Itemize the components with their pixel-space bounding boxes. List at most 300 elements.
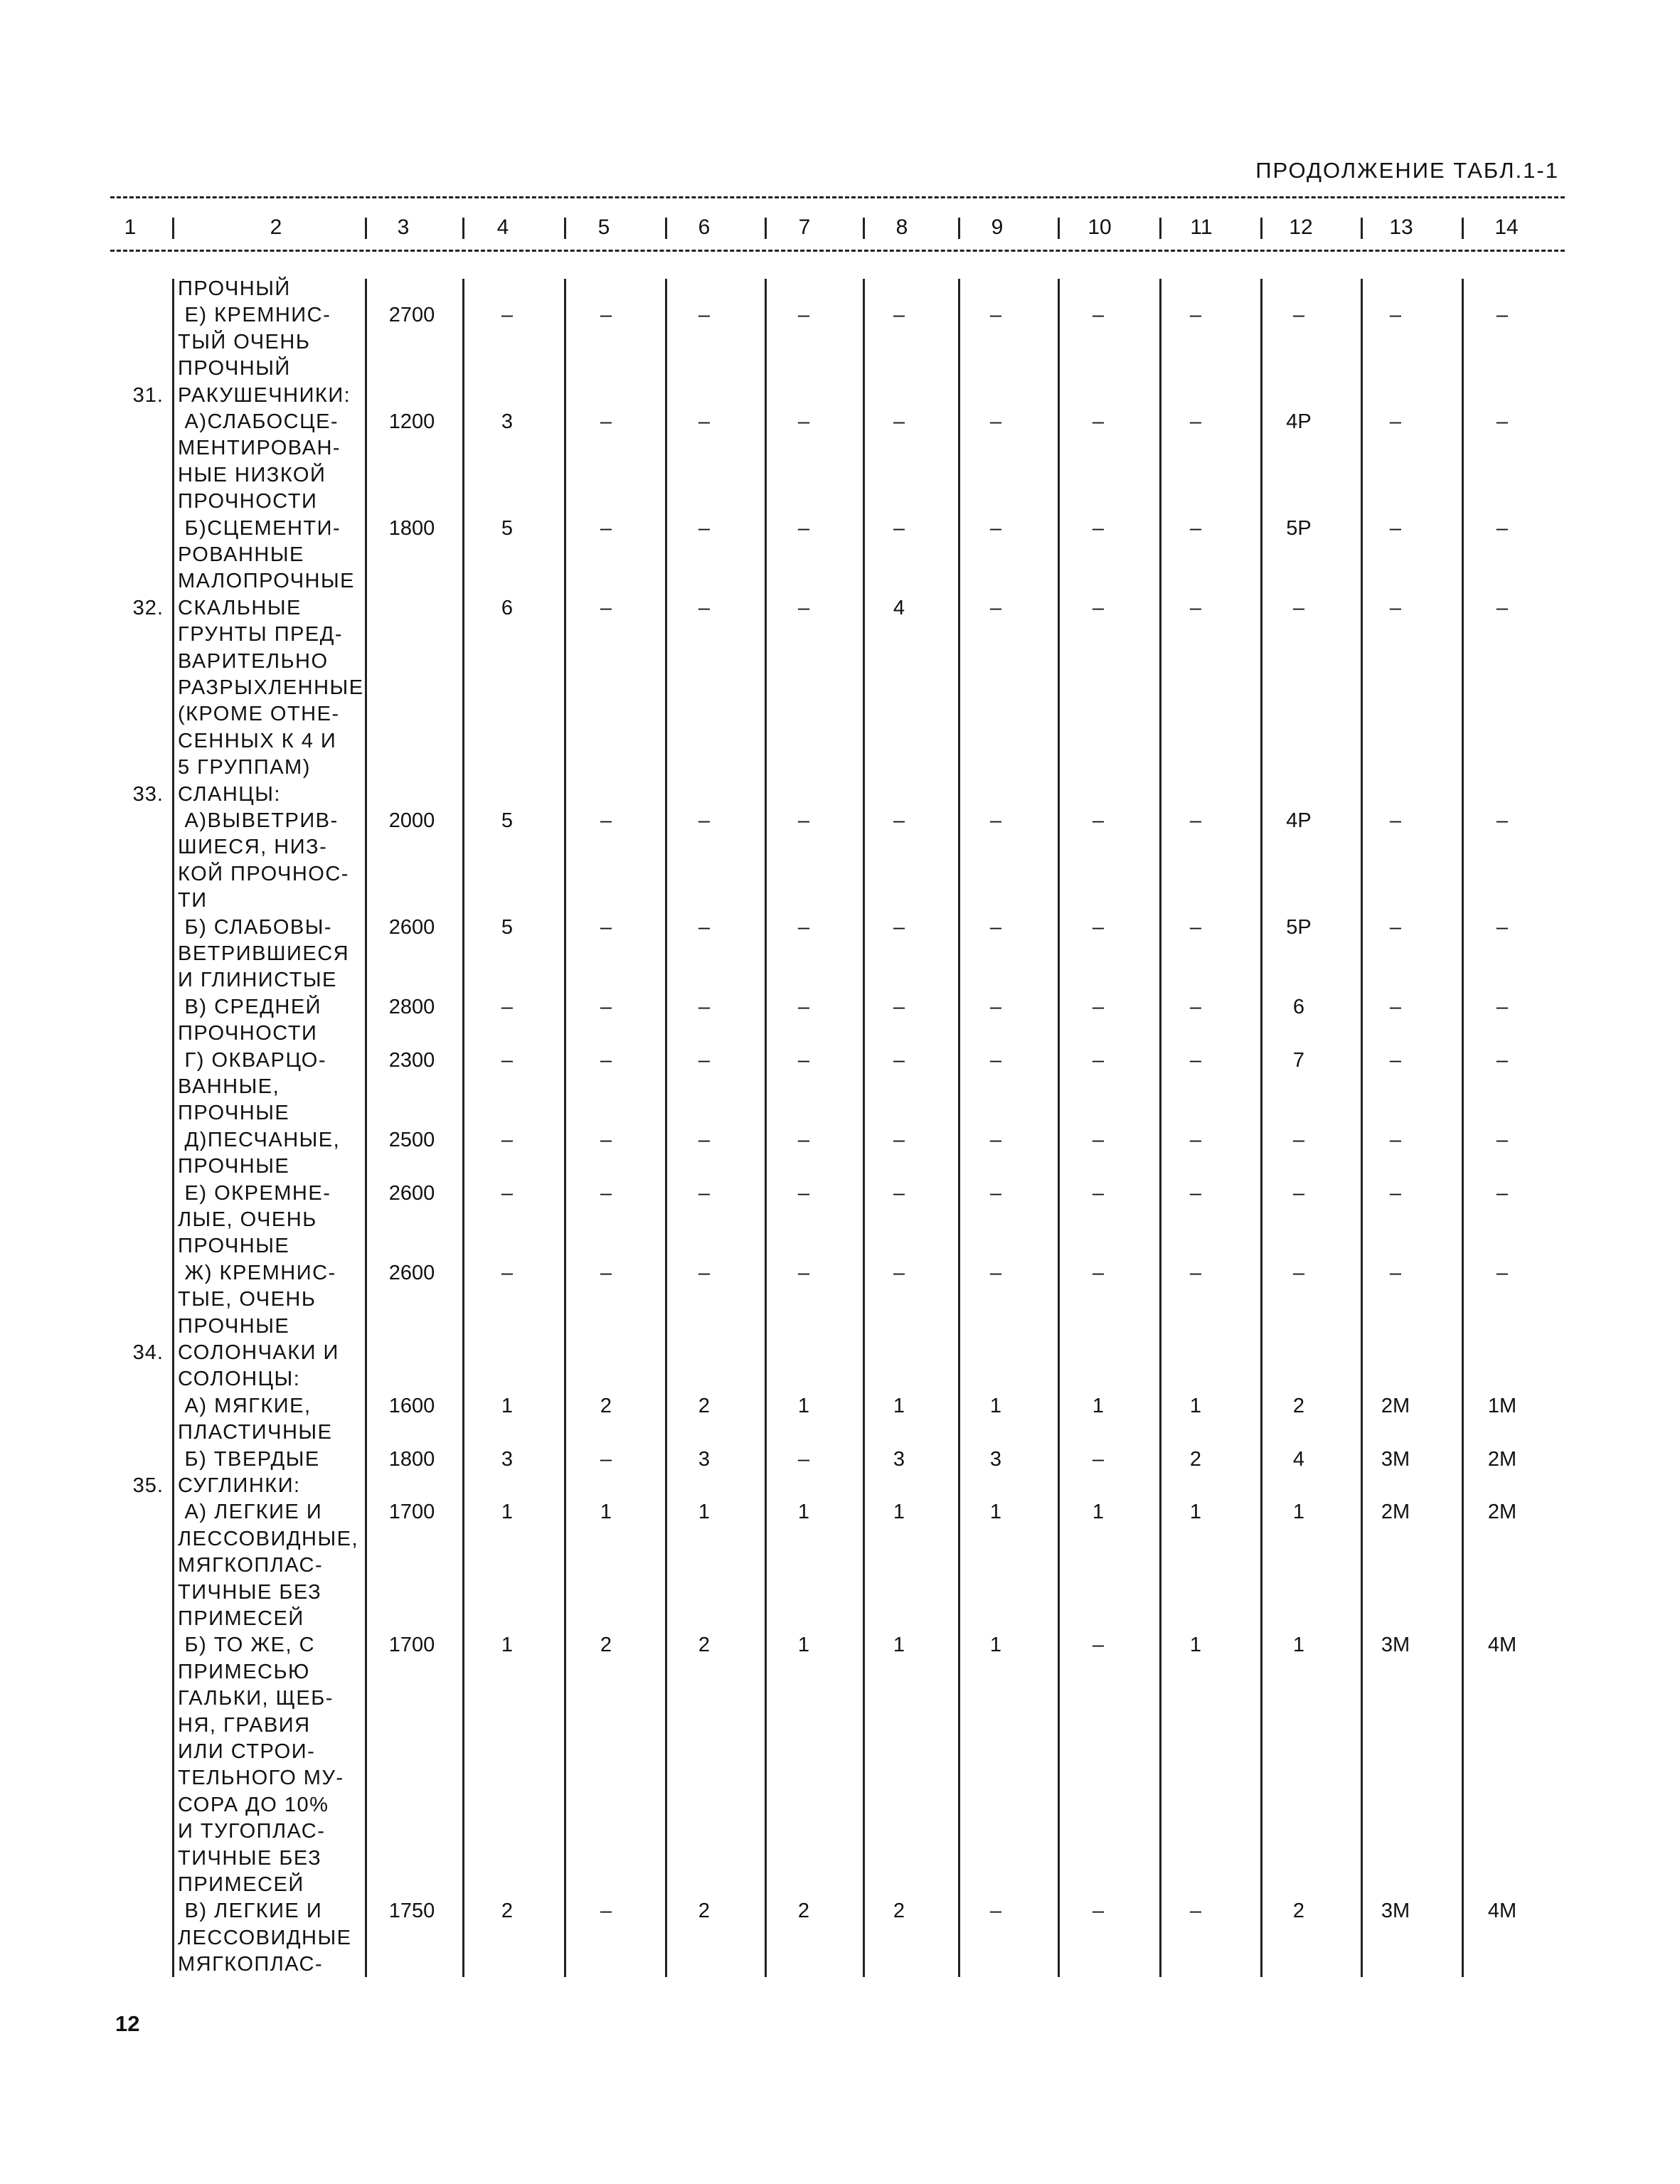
cell-value: – — [1189, 1261, 1202, 1284]
cell-value: 1 — [989, 1394, 1002, 1417]
cell-value: – — [1092, 1048, 1105, 1072]
cell-value: 1 — [1189, 1394, 1202, 1417]
row-label-line: ЛЕССОВИДНЫЕ, — [178, 1527, 359, 1550]
cell-value: – — [698, 1048, 711, 1072]
column-header: 3 — [397, 215, 410, 239]
header-separator — [958, 218, 960, 239]
column-header: 2 — [270, 215, 282, 239]
cell-value: – — [698, 995, 711, 1018]
cell-value: 4Р — [1286, 809, 1312, 832]
cell-value: – — [989, 1181, 1002, 1205]
cell-value: – — [600, 1900, 612, 1923]
cell-value: 1 — [893, 1394, 905, 1417]
cell-value: 1 — [989, 1634, 1002, 1657]
cell-value: – — [1292, 596, 1305, 619]
row-label-line: ТИЧНЫЕ БЕЗ — [178, 1846, 322, 1870]
cell-value: – — [1496, 596, 1509, 619]
cell-value: 2 — [1189, 1447, 1202, 1471]
cell-value: 3М — [1381, 1447, 1410, 1471]
cell-value: – — [797, 516, 810, 540]
cell-value: 2 — [600, 1394, 612, 1417]
cell-value: 2600 — [388, 1181, 435, 1205]
row-label-line: ГАЛЬКИ, ЩЕБ- — [178, 1687, 334, 1710]
cell-value: – — [600, 304, 612, 327]
cell-value: – — [600, 410, 612, 433]
cell-value: – — [797, 915, 810, 939]
cell-value: – — [797, 1447, 810, 1471]
header-separator — [172, 218, 174, 239]
row-label-line: Б) ТО ЖЕ, С — [178, 1634, 316, 1657]
row-label-line: НЫЕ НИЗКОЙ — [178, 463, 326, 486]
row-label-line: ВЕТРИВШИЕСЯ — [178, 942, 350, 965]
row-label-line: А) ЛЕГКИЕ И — [178, 1501, 323, 1524]
header-separator — [1462, 218, 1464, 239]
row-label-line: И ГЛИНИСТЫЕ — [178, 969, 337, 992]
cell-value: – — [1389, 516, 1402, 540]
row-label-line: ВАННЫЕ, — [178, 1075, 280, 1098]
row-label-line: ПРОЧНЫЕ — [178, 1102, 290, 1125]
cell-value: – — [893, 1128, 905, 1151]
row-label-line: ТЫЙ ОЧЕНЬ — [178, 330, 311, 353]
row-label-line: Б)СЦЕМЕНТИ- — [178, 516, 341, 540]
cell-value: 6 — [1292, 995, 1305, 1018]
cell-value: – — [989, 995, 1002, 1018]
cell-value: 2800 — [388, 995, 435, 1018]
row-label-line: Б) ТВЕРДЫЕ — [178, 1447, 320, 1471]
header-separator — [1159, 218, 1161, 239]
cell-value: 4М — [1487, 1900, 1517, 1923]
cell-value: 2 — [501, 1900, 514, 1923]
cell-value: 1 — [501, 1634, 514, 1657]
row-label-line: ПРОЧНЫЕ — [178, 1155, 290, 1178]
cell-value: 2300 — [388, 1048, 435, 1072]
cell-value: 2 — [698, 1394, 711, 1417]
column-header: 10 — [1088, 215, 1112, 239]
row-label-line: МЕНТИРОВАН- — [178, 437, 341, 460]
cell-value: – — [1496, 915, 1509, 939]
cell-value: – — [501, 1048, 514, 1072]
cell-value: – — [893, 915, 905, 939]
cell-value: – — [1389, 1261, 1402, 1284]
cell-value: 1 — [893, 1634, 905, 1657]
column-header: 6 — [698, 215, 711, 239]
cell-value: – — [1496, 304, 1509, 327]
cell-value: 1 — [797, 1634, 810, 1657]
cell-value: – — [989, 596, 1002, 619]
cell-value: 2500 — [388, 1128, 435, 1151]
cell-value: 5 — [501, 516, 514, 540]
cell-value: – — [600, 809, 612, 832]
cell-value: 1700 — [388, 1501, 435, 1524]
cell-value: – — [893, 304, 905, 327]
cell-value: 5Р — [1286, 915, 1312, 939]
cell-value: – — [1389, 304, 1402, 327]
row-label-line: Е) ОКРЕМНЕ- — [178, 1181, 331, 1205]
cell-value: 2М — [1381, 1394, 1410, 1417]
cell-value: 7 — [1292, 1048, 1305, 1072]
cell-value: 2 — [698, 1900, 711, 1923]
cell-value: 1М — [1487, 1394, 1517, 1417]
cell-value: 1 — [1292, 1634, 1305, 1657]
table-caption: ПРОДОЛЖЕНИЕ ТАБЛ.1-1 — [1255, 158, 1559, 183]
cell-value: – — [1092, 809, 1105, 832]
row-label-line: ПРОЧНЫЙ — [178, 277, 291, 300]
row-label-line: ИЛИ СТРОИ- — [178, 1740, 316, 1763]
cell-value: – — [1189, 410, 1202, 433]
column-header: 12 — [1289, 215, 1313, 239]
cell-value: – — [1092, 1181, 1105, 1205]
row-label-line: СКАЛЬНЫЕ — [178, 596, 302, 619]
cell-value: 1 — [600, 1501, 612, 1524]
cell-value: – — [1189, 304, 1202, 327]
row-label-line: РАКУШЕЧНИКИ: — [178, 383, 351, 407]
cell-value: – — [989, 410, 1002, 433]
cell-value: – — [1092, 915, 1105, 939]
cell-value: 2М — [1487, 1447, 1517, 1471]
cell-value: – — [1496, 1261, 1509, 1284]
column-header: 5 — [597, 215, 610, 239]
cell-value: – — [1389, 915, 1402, 939]
cell-value: 5 — [501, 915, 514, 939]
row-label-line: Е) КРЕМНИС- — [178, 304, 331, 327]
cell-value: 4 — [1292, 1447, 1305, 1471]
cell-value: 1200 — [388, 410, 435, 433]
cell-value: – — [1496, 410, 1509, 433]
row-label-line: ПЛАСТИЧНЫЕ — [178, 1421, 333, 1444]
cell-value: 1 — [501, 1394, 514, 1417]
cell-value: 2 — [797, 1900, 810, 1923]
page-number: 12 — [115, 2011, 140, 2036]
cell-value: – — [1292, 1261, 1305, 1284]
cell-value: – — [1496, 516, 1509, 540]
row-label-line: ГРУНТЫ ПРЕД- — [178, 623, 344, 646]
header-separator — [1361, 218, 1363, 239]
cell-value: – — [989, 915, 1002, 939]
cell-value: 2600 — [388, 1261, 435, 1284]
header-separator — [665, 218, 667, 239]
cell-value: – — [797, 995, 810, 1018]
column-separator — [1260, 279, 1262, 1977]
row-label-line: ВАРИТЕЛЬНО — [178, 649, 329, 673]
cell-value: 4М — [1487, 1634, 1517, 1657]
cell-value: 3М — [1381, 1900, 1410, 1923]
cell-value: – — [989, 809, 1002, 832]
column-separator — [172, 279, 174, 1977]
row-label-line: А) МЯГКИЕ, — [178, 1394, 312, 1417]
cell-value: – — [698, 1261, 711, 1284]
cell-value: – — [600, 1048, 612, 1072]
cell-value: – — [797, 410, 810, 433]
row-label-line: ЛЫЕ, ОЧЕНЬ — [178, 1208, 317, 1231]
cell-value: – — [797, 809, 810, 832]
column-header: 8 — [895, 215, 908, 239]
row-label-line: ПРОЧНЫЙ — [178, 357, 291, 380]
cell-value: – — [989, 1128, 1002, 1151]
row-label-line: В) ЛЕГКИЕ И — [178, 1900, 323, 1923]
row-label-line: (КРОМЕ ОТНЕ- — [178, 703, 340, 726]
cell-value: – — [1496, 1128, 1509, 1151]
row-label-line: ПРОЧНОСТИ — [178, 490, 318, 513]
row-label-line: МЯГКОПЛАС- — [178, 1554, 324, 1577]
row-label-line: ТЕЛЬНОГО МУ- — [178, 1767, 344, 1790]
cell-value: 2М — [1487, 1501, 1517, 1524]
cell-value: 1 — [698, 1501, 711, 1524]
cell-value: 1 — [1189, 1501, 1202, 1524]
cell-value: 5 — [501, 809, 514, 832]
header-top-rule — [110, 196, 1565, 198]
cell-value: 3М — [1381, 1634, 1410, 1657]
cell-value: – — [893, 410, 905, 433]
cell-value: – — [1189, 596, 1202, 619]
header-separator — [1260, 218, 1262, 239]
cell-value: – — [1389, 410, 1402, 433]
cell-value: – — [600, 1181, 612, 1205]
cell-value: 4 — [893, 596, 905, 619]
row-label-line: КОЙ ПРОЧНОС- — [178, 862, 349, 885]
cell-value: – — [1092, 1447, 1105, 1471]
cell-value: – — [1389, 1128, 1402, 1151]
cell-value: 2 — [600, 1634, 612, 1657]
cell-value: – — [1292, 1181, 1305, 1205]
cell-value: – — [501, 304, 514, 327]
row-number: 35. — [132, 1474, 164, 1497]
cell-value: – — [989, 1261, 1002, 1284]
cell-value: 1 — [893, 1501, 905, 1524]
cell-value: 1 — [1189, 1634, 1202, 1657]
cell-value: – — [600, 915, 612, 939]
cell-value: 5Р — [1286, 516, 1312, 540]
cell-value: – — [1189, 1181, 1202, 1205]
cell-value: – — [1092, 1128, 1105, 1151]
row-label-line: ТИЧНЫЕ БЕЗ — [178, 1580, 322, 1604]
cell-value: – — [698, 1128, 711, 1151]
cell-value: 1 — [1092, 1501, 1105, 1524]
row-label-line: СЛАНЦЫ: — [178, 782, 281, 806]
row-label-line: ПРОЧНЫЕ — [178, 1314, 290, 1338]
cell-value: – — [1189, 1048, 1202, 1072]
cell-value: 1 — [1292, 1501, 1305, 1524]
header-separator — [365, 218, 367, 239]
cell-value: – — [893, 995, 905, 1018]
row-label-line: ПРИМЕСЕЙ — [178, 1607, 304, 1630]
cell-value: 1800 — [388, 1447, 435, 1471]
row-label-line: В) СРЕДНЕЙ — [178, 995, 322, 1018]
column-separator — [365, 279, 367, 1977]
cell-value: 3 — [501, 1447, 514, 1471]
cell-value: – — [501, 1261, 514, 1284]
cell-value: – — [1389, 1181, 1402, 1205]
cell-value: – — [698, 410, 711, 433]
cell-value: – — [1496, 995, 1509, 1018]
cell-value: – — [1389, 596, 1402, 619]
row-label-line: СУГЛИНКИ: — [178, 1474, 301, 1497]
cell-value: – — [698, 1181, 711, 1205]
cell-value: – — [600, 516, 612, 540]
row-label-line: ТЫЕ, ОЧЕНЬ — [178, 1288, 317, 1311]
cell-value: 1750 — [388, 1900, 435, 1923]
cell-value: 3 — [501, 410, 514, 433]
column-header: 11 — [1190, 215, 1213, 239]
cell-value: 2 — [698, 1634, 711, 1657]
cell-value: 1700 — [388, 1634, 435, 1657]
cell-value: 2700 — [388, 304, 435, 327]
cell-value: – — [893, 1048, 905, 1072]
column-separator — [1462, 279, 1464, 1977]
column-separator — [1159, 279, 1161, 1977]
column-header: 4 — [496, 215, 509, 239]
row-label-line: ПРОЧНЫЕ — [178, 1235, 290, 1258]
column-separator — [665, 279, 667, 1977]
cell-value: – — [600, 995, 612, 1018]
row-label-line: И ТУГОПЛАС- — [178, 1820, 326, 1843]
cell-value: – — [1389, 1048, 1402, 1072]
row-label-line: Б) СЛАБОВЫ- — [178, 915, 333, 939]
cell-value: 3 — [989, 1447, 1002, 1471]
row-number: 34. — [132, 1341, 164, 1364]
cell-value: – — [1496, 809, 1509, 832]
column-separator — [863, 279, 865, 1977]
cell-value: – — [1092, 1261, 1105, 1284]
column-header: 7 — [798, 215, 811, 239]
row-label-line: РАЗРЫХЛЕННЫЕ — [178, 676, 364, 699]
row-label-line: Ж) КРЕМНИС- — [178, 1261, 336, 1284]
cell-value: – — [989, 304, 1002, 327]
cell-value: – — [600, 1261, 612, 1284]
column-separator — [1058, 279, 1060, 1977]
row-label-line: ПРИМЕСЬЮ — [178, 1660, 310, 1683]
header-separator — [564, 218, 566, 239]
cell-value: – — [1389, 809, 1402, 832]
cell-value: – — [501, 995, 514, 1018]
cell-value: – — [698, 915, 711, 939]
column-header: 1 — [124, 215, 137, 239]
cell-value: 3 — [698, 1447, 711, 1471]
cell-value: – — [1092, 1900, 1105, 1923]
cell-value: 1 — [501, 1501, 514, 1524]
cell-value: – — [698, 516, 711, 540]
column-separator — [564, 279, 566, 1977]
cell-value: – — [1189, 1128, 1202, 1151]
cell-value: – — [1189, 809, 1202, 832]
column-header: 9 — [991, 215, 1004, 239]
cell-value: – — [698, 304, 711, 327]
row-label-line: НЯ, ГРАВИЯ — [178, 1713, 311, 1737]
row-label-line: 5 ГРУППАМ) — [178, 756, 311, 779]
cell-value: – — [1189, 915, 1202, 939]
cell-value: 1 — [1092, 1394, 1105, 1417]
column-separator — [1361, 279, 1363, 1977]
cell-value: – — [893, 516, 905, 540]
row-number: 31. — [132, 383, 164, 407]
row-label-line: СЕННЫХ К 4 И — [178, 729, 337, 752]
header-separator — [1058, 218, 1060, 239]
row-number: 32. — [132, 596, 164, 619]
row-label-line: ПРИМЕСЕЙ — [178, 1873, 304, 1896]
cell-value: – — [501, 1181, 514, 1205]
cell-value: 6 — [501, 596, 514, 619]
row-label-line: Г) ОКВАРЦО- — [178, 1048, 327, 1072]
cell-value: – — [797, 1128, 810, 1151]
cell-value: – — [1092, 410, 1105, 433]
row-label-line: СОЛОНЧАКИ И — [178, 1341, 339, 1364]
cell-value: – — [1189, 1900, 1202, 1923]
column-header: 13 — [1389, 215, 1413, 239]
cell-value: – — [1092, 304, 1105, 327]
cell-value: – — [989, 1048, 1002, 1072]
cell-value: – — [893, 1181, 905, 1205]
cell-value: – — [600, 1128, 612, 1151]
row-label-line: ТИ — [178, 889, 208, 912]
cell-value: – — [1496, 1181, 1509, 1205]
cell-value: – — [698, 596, 711, 619]
cell-value: 2600 — [388, 915, 435, 939]
cell-value: 2000 — [388, 809, 435, 832]
cell-value: 2М — [1381, 1501, 1410, 1524]
row-number: 33. — [132, 782, 164, 806]
cell-value: 3 — [893, 1447, 905, 1471]
cell-value: – — [893, 809, 905, 832]
row-label-line: РОВАННЫЕ — [178, 543, 304, 566]
cell-value: – — [501, 1128, 514, 1151]
column-separator — [462, 279, 464, 1977]
column-separator — [765, 279, 767, 1977]
cell-value: – — [1092, 1634, 1105, 1657]
cell-value: – — [893, 1261, 905, 1284]
cell-value: – — [797, 304, 810, 327]
cell-value: 1 — [989, 1501, 1002, 1524]
cell-value: 2 — [893, 1900, 905, 1923]
header-separator — [765, 218, 767, 239]
cell-value: – — [1389, 995, 1402, 1018]
cell-value: – — [797, 1048, 810, 1072]
row-label-line: СОРА ДО 10% — [178, 1793, 329, 1816]
cell-value: 1600 — [388, 1394, 435, 1417]
cell-value: – — [797, 596, 810, 619]
cell-value: – — [1189, 516, 1202, 540]
column-header: 14 — [1494, 215, 1519, 239]
row-label-line: ЛЕССОВИДНЫЕ — [178, 1926, 352, 1949]
cell-value: – — [1092, 516, 1105, 540]
cell-value: – — [698, 809, 711, 832]
row-label-line: Д)ПЕСЧАНЫЕ, — [178, 1128, 341, 1151]
cell-value: 2 — [1292, 1900, 1305, 1923]
cell-value: – — [797, 1181, 810, 1205]
row-label-line: МАЛОПРОЧНЫЕ — [178, 570, 355, 593]
row-label-line: СОЛОНЦЫ: — [178, 1368, 301, 1391]
cell-value: 1800 — [388, 516, 435, 540]
cell-value: – — [1189, 995, 1202, 1018]
cell-value: – — [1292, 1128, 1305, 1151]
cell-value: – — [989, 516, 1002, 540]
cell-value: – — [1496, 1048, 1509, 1072]
cell-value: – — [1292, 304, 1305, 327]
header-bottom-rule — [110, 250, 1565, 252]
cell-value: – — [600, 596, 612, 619]
row-label-line: ПРОЧНОСТИ — [178, 1022, 318, 1045]
header-separator — [462, 218, 464, 239]
cell-value: – — [797, 1261, 810, 1284]
cell-value: – — [989, 1900, 1002, 1923]
cell-value: – — [1092, 995, 1105, 1018]
cell-value: – — [1092, 596, 1105, 619]
cell-value: 1 — [797, 1501, 810, 1524]
row-label-line: А)ВЫВЕТРИВ- — [178, 809, 339, 832]
cell-value: 4Р — [1286, 410, 1312, 433]
row-label-line: МЯГКОПЛАС- — [178, 1953, 324, 1976]
cell-value: 1 — [797, 1394, 810, 1417]
header-separator — [863, 218, 865, 239]
row-label-line: ШИЕСЯ, НИЗ- — [178, 836, 328, 859]
